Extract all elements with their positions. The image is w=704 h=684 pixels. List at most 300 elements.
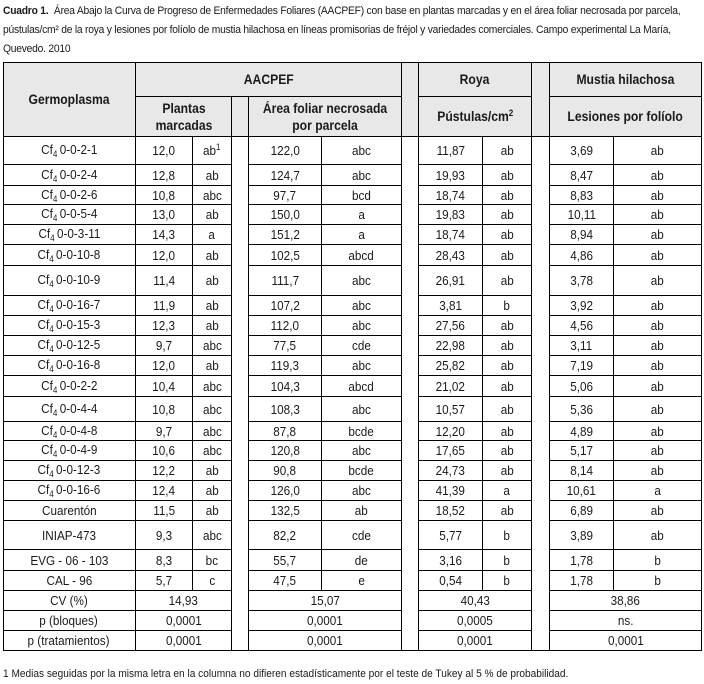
plantas-letter [193, 137, 232, 165]
area-letter-text: bcd [352, 187, 371, 203]
stat-mustia [550, 631, 702, 651]
mustia-letter [614, 521, 702, 550]
germ-code: 0-0-2-4 [59, 166, 98, 182]
mustia-value-text: 10,11 [567, 207, 596, 222]
plantas-letter [193, 501, 232, 521]
area-value [249, 550, 322, 571]
area-letter-text: abc [352, 167, 371, 183]
area-letter-text: e [358, 573, 365, 588]
area-letter [322, 245, 402, 266]
roya-value-text: 18,74 [435, 187, 466, 203]
mustia-value [550, 137, 614, 165]
stat-label [3, 631, 136, 651]
mustia-letter [614, 266, 702, 296]
stat-label [3, 591, 136, 611]
plantas-value [136, 225, 193, 245]
roya-value [419, 481, 483, 501]
area-letter [322, 225, 402, 245]
roya-letter [483, 165, 532, 186]
roya-value-text: 26,91 [435, 273, 466, 288]
stat-mustia [550, 611, 702, 631]
roya-value-text: 3,16 [439, 552, 462, 568]
area-value [249, 481, 322, 501]
plantas-value [136, 186, 193, 205]
germ-subscript: 4 [52, 173, 58, 184]
germ-code: 0-0-12-3 [56, 462, 101, 477]
mustia-value-text: 7,19 [570, 358, 593, 373]
mustia-letter [614, 356, 702, 376]
germ-subscript: 4 [52, 213, 58, 223]
roya-letter [483, 316, 532, 336]
plantas-value-text: 9,7 [155, 423, 173, 439]
stat-area [249, 631, 402, 651]
mustia-letter-text: ab [650, 247, 665, 263]
roya-value [419, 245, 483, 266]
area-value-text: 102,5 [270, 247, 300, 263]
letter: abc [202, 378, 222, 394]
plantas-value [136, 336, 193, 356]
roya-letter [483, 571, 532, 591]
area-value-text: 108,3 [270, 401, 300, 417]
roya-letter-text: ab [500, 167, 514, 183]
area-value-text: 124,7 [270, 167, 300, 183]
footnote-ref: 1 [216, 142, 221, 152]
stat-mustia-text: 0,0001 [607, 633, 644, 648]
plantas-letter [193, 165, 232, 186]
area-letter [322, 266, 402, 296]
roya-letter [483, 336, 532, 356]
area-letter-text: abcd [348, 247, 375, 263]
plantas-value-text: 8,3 [155, 552, 173, 568]
area-value [249, 137, 322, 165]
roya-letter [483, 296, 532, 316]
plantas-letter [193, 571, 232, 591]
area-letter-text: abc [352, 318, 371, 333]
plantas-letter [193, 521, 232, 550]
roya-value [419, 422, 483, 441]
area-letter-text: abc [352, 143, 371, 158]
roya-letter [483, 461, 532, 481]
roya-letter-text: ab [500, 423, 514, 439]
mustia-value-text: 8,94 [570, 227, 593, 242]
mustia-value-text: 5,36 [570, 401, 593, 417]
area-letter-text: a [358, 227, 365, 242]
germ-code: 0-0-2-1 [59, 142, 98, 157]
mustia-value [550, 521, 614, 550]
stat-plantas [136, 591, 232, 611]
letter: ab [203, 143, 217, 158]
germoplasma-cell: EVG - 06 - 103 [3, 550, 136, 571]
area-letter [322, 550, 402, 571]
germ-subscript: 4 [49, 469, 54, 479]
roya-value-text: 5,77 [439, 527, 462, 543]
area-letter [322, 501, 402, 521]
mustia-value-text: 8,47 [570, 167, 593, 183]
mustia-value [550, 356, 614, 376]
letter: abc [202, 187, 222, 203]
header-mustia-text: Mustia hilachosa [576, 71, 675, 87]
mustia-value [550, 316, 614, 336]
mustia-letter [614, 186, 702, 205]
roya-letter-text: ab [500, 401, 514, 417]
mustia-value-text: 5,06 [570, 378, 593, 394]
roya-value [419, 137, 483, 165]
germ-subscript: 4 [52, 149, 58, 159]
roya-letter-text: ab [500, 207, 514, 222]
letter: abc [202, 423, 222, 439]
area-letter-text: abc [352, 273, 371, 288]
germ-code: 0-0-16-6 [56, 482, 101, 497]
mustia-letter [614, 245, 702, 266]
germ-prefix: Cf [40, 166, 53, 182]
mustia-letter-text: ab [650, 503, 665, 518]
roya-value-text: 17,65 [435, 443, 466, 458]
plantas-letter [193, 481, 232, 501]
mustia-value [550, 296, 614, 316]
letter: abc [202, 338, 222, 353]
area-value-text: 47,5 [273, 573, 297, 588]
stat-label-text: p (tratamientos) [28, 633, 110, 648]
roya-letter [483, 550, 532, 571]
roya-letter-text: ab [500, 273, 514, 288]
germ-subscript: 4 [49, 233, 55, 243]
roya-value [419, 550, 483, 571]
plantas-value-text: 14,3 [152, 227, 176, 242]
mustia-letter [614, 165, 702, 186]
roya-value [419, 316, 483, 336]
area-letter-text: ab [354, 503, 369, 518]
area-letter [322, 571, 402, 591]
plantas-value-text: 12,3 [152, 318, 176, 333]
area-value [249, 461, 322, 481]
pustulas-exponent: 2 [508, 108, 514, 118]
mustia-letter-text: ab [650, 227, 665, 242]
plantas-letter [193, 441, 232, 461]
mustia-letter [614, 441, 702, 461]
header-germoplasma [3, 62, 136, 137]
germoplasma-cell [3, 296, 136, 316]
header-lesiones-text: Lesiones por folíolo [567, 109, 684, 124]
plantas-value [136, 521, 193, 550]
area-value-text: 77,5 [273, 338, 297, 353]
header-lesiones [550, 97, 702, 137]
plantas-value-text: 12,8 [152, 167, 176, 183]
area-value [249, 225, 322, 245]
stat-area-text: 0,0001 [307, 613, 343, 628]
mustia-value-text: 8,83 [570, 187, 593, 203]
area-value [249, 316, 322, 336]
results-table [3, 62, 702, 651]
letter: c [209, 573, 215, 588]
germ-code: 0-0-3-11 [56, 226, 100, 241]
area-letter-text: cde [352, 338, 371, 353]
roya-letter [483, 397, 532, 422]
plantas-value-text: 11,4 [153, 273, 175, 288]
germ-prefix: Cf [37, 317, 50, 332]
germ-code: 0-0-12-5 [56, 337, 101, 352]
letter: ab [205, 273, 219, 288]
stat-plantas-text: 0,0001 [165, 633, 202, 648]
stat-plantas-text: 0,0001 [165, 613, 202, 628]
letter: bc [205, 552, 219, 568]
plantas-value [136, 550, 193, 571]
germ-code: 0-0-16-7 [56, 297, 101, 312]
letter: ab [205, 318, 219, 333]
germ-prefix: Cf [37, 246, 50, 262]
letter: ab [205, 358, 219, 373]
mustia-letter-text: ab [650, 167, 665, 183]
mustia-letter-text: ab [650, 423, 665, 439]
germ-prefix: Cf [37, 462, 50, 477]
mustia-value [550, 481, 614, 501]
germoplasma-cell [3, 397, 136, 422]
area-letter [322, 296, 402, 316]
germ-code: 0-0-4-8 [59, 422, 98, 438]
roya-value [419, 186, 483, 205]
mustia-letter-text: ab [650, 527, 665, 543]
mustia-letter [614, 205, 702, 225]
roya-letter [483, 266, 532, 296]
germ-prefix: Cf [37, 272, 50, 287]
area-value-text: 151,2 [270, 227, 300, 242]
area-letter-text: cde [352, 527, 371, 543]
area-value [249, 376, 322, 397]
roya-letter-text: ab [500, 187, 514, 203]
area-letter [322, 422, 402, 441]
area-letter [322, 316, 402, 336]
roya-letter-text: ab [500, 247, 514, 263]
plantas-value [136, 397, 193, 422]
area-value [249, 245, 322, 266]
germ-prefix: Cf [40, 422, 53, 438]
germ-subscript: 4 [52, 384, 58, 395]
germ-prefix: Cf [37, 482, 50, 497]
mustia-letter-text: a [654, 483, 661, 498]
stat-label-text: CV (%) [50, 593, 88, 608]
letter: abc [202, 443, 222, 458]
area-letter [322, 376, 402, 397]
pustulas-label: Pústulas/cm [436, 109, 509, 124]
plantas-value-text: 5,7 [155, 573, 173, 588]
roya-letter [483, 422, 532, 441]
plantas-value [136, 266, 193, 296]
area-value [249, 501, 322, 521]
plantas-letter [193, 356, 232, 376]
mustia-value [550, 186, 614, 205]
area-letter [322, 441, 402, 461]
mustia-letter-text: ab [650, 358, 665, 373]
roya-value-text: 41,39 [435, 483, 466, 498]
mustia-value [550, 245, 614, 266]
roya-letter-text: ab [500, 318, 514, 333]
area-value-text: 112,0 [270, 318, 300, 333]
letter: ab [205, 503, 219, 518]
plantas-letter [193, 225, 232, 245]
letter: ab [205, 483, 219, 498]
mustia-letter [614, 397, 702, 422]
mustia-value [550, 571, 614, 591]
header-pustulas [419, 97, 532, 137]
area-letter [322, 186, 402, 205]
plantas-letter [193, 205, 232, 225]
area-letter [322, 336, 402, 356]
area-letter-text: abc [352, 443, 371, 458]
plantas-letter [193, 376, 232, 397]
germoplasma-cell [3, 225, 136, 245]
roya-letter [483, 205, 532, 225]
column-spacer [232, 137, 249, 651]
area-letter [322, 521, 402, 550]
plantas-value-text: 13,0 [152, 207, 176, 222]
mustia-letter [614, 225, 702, 245]
plantas-value [136, 137, 193, 165]
plantas-value-text: 11,9 [153, 298, 175, 313]
mustia-letter-text: ab [650, 143, 665, 158]
plantas-letter [193, 266, 232, 296]
area-value-text: 90,8 [273, 463, 297, 478]
stat-roya [419, 611, 532, 631]
mustia-value [550, 225, 614, 245]
letter: a [208, 227, 216, 242]
area-value-text: 87,8 [273, 423, 297, 439]
column-spacer [402, 137, 419, 651]
roya-value-text: 19,93 [435, 167, 466, 183]
stat-area [249, 611, 402, 631]
germoplasma-cell [3, 165, 136, 186]
plantas-value [136, 571, 193, 591]
germoplasma-cell [3, 137, 136, 165]
stat-plantas [136, 631, 232, 651]
plantas-value-text: 10,6 [152, 443, 176, 458]
roya-letter-text: b [503, 298, 511, 313]
area-value-text: 150,0 [270, 207, 300, 222]
area-letter-text: abcd [348, 378, 375, 394]
mustia-value-text: 1,78 [570, 573, 593, 588]
plantas-value [136, 316, 193, 336]
roya-letter-text: ab [500, 358, 514, 373]
plantas-value [136, 205, 193, 225]
letter: ab [205, 463, 219, 478]
roya-value-text: 24,73 [435, 463, 466, 478]
area-value-text: 82,2 [273, 527, 297, 543]
mustia-letter [614, 501, 702, 521]
mustia-value [550, 422, 614, 441]
stat-roya [419, 631, 532, 651]
mustia-value [550, 550, 614, 571]
stat-area [249, 591, 402, 611]
roya-value [419, 441, 483, 461]
plantas-letter [193, 316, 232, 336]
mustia-value [550, 336, 614, 356]
area-letter [322, 137, 402, 165]
mustia-value [550, 165, 614, 186]
column-spacer [532, 137, 550, 651]
area-value-text: 107,2 [270, 298, 300, 313]
roya-letter-text: b [503, 573, 511, 588]
plantas-value-text: 12,2 [152, 463, 176, 478]
mustia-value-text: 5,17 [570, 443, 593, 458]
mustia-letter [614, 571, 702, 591]
germ-code: 0-0-2-6 [59, 186, 98, 202]
stat-roya [419, 591, 532, 611]
table-caption [3, 2, 693, 59]
plantas-value [136, 501, 193, 521]
mustia-letter-text: ab [650, 378, 665, 394]
header-plantas-marcadas: Plantas marcadas [136, 97, 232, 137]
header-mustia [550, 62, 702, 97]
mustia-letter-text: ab [650, 298, 665, 313]
roya-value-text: 21,02 [435, 378, 466, 394]
germoplasma-cell [3, 336, 136, 356]
area-value [249, 205, 322, 225]
mustia-letter-text: ab [650, 338, 665, 353]
germ-subscript: 4 [52, 429, 58, 440]
header-aacpef-text: AACPEF [243, 71, 294, 87]
roya-letter-text: ab [500, 338, 514, 353]
germoplasma-cell [3, 316, 136, 336]
area-letter-text: de [354, 552, 369, 568]
roya-letter-text: ab [500, 463, 514, 478]
mustia-letter-text: ab [650, 273, 665, 288]
germ-subscript: 4 [49, 489, 54, 499]
mustia-value [550, 205, 614, 225]
mustia-value-text: 6,89 [570, 503, 593, 518]
stat-plantas-text: 14,93 [168, 593, 199, 608]
mustia-letter-text: ab [650, 443, 665, 458]
letter: ab [205, 298, 219, 313]
plantas-value [136, 461, 193, 481]
roya-letter [483, 521, 532, 550]
stat-label [3, 611, 136, 631]
mustia-letter-text: ab [650, 207, 665, 222]
germ-code: 0-0-5-4 [59, 206, 98, 221]
germ-code: 0-0-10-8 [56, 246, 101, 262]
germ-subscript: 4 [49, 304, 54, 314]
mustia-letter [614, 481, 702, 501]
roya-letter-text: a [503, 483, 511, 498]
roya-value [419, 296, 483, 316]
roya-value-text: 18,74 [435, 227, 466, 242]
area-letter [322, 165, 402, 186]
roya-letter-text: b [503, 527, 511, 543]
plantas-letter [193, 422, 232, 441]
mustia-value-text: 1,78 [570, 552, 593, 568]
roya-value-text: 22,98 [435, 338, 466, 353]
roya-letter [483, 137, 532, 165]
plantas-value-text: 10,8 [152, 401, 176, 417]
header-germoplasma-text: Germoplasma [28, 91, 110, 107]
mustia-letter-text: b [654, 573, 661, 588]
roya-letter-text: ab [500, 143, 514, 158]
header-roya-text: Roya [460, 71, 490, 87]
roya-value-text: 12,20 [435, 423, 466, 439]
roya-letter [483, 501, 532, 521]
germ-subscript: 4 [49, 364, 54, 374]
area-letter [322, 356, 402, 376]
stat-roya-text: 0,0005 [457, 613, 493, 628]
germ-subscript: 4 [52, 407, 58, 418]
mustia-letter-text: ab [650, 463, 665, 478]
mustia-letter [614, 550, 702, 571]
germ-subscript: 4 [49, 279, 54, 289]
letter: ab [205, 167, 219, 183]
plantas-letter [193, 397, 232, 422]
area-value-text: 119,3 [270, 358, 300, 373]
roya-letter [483, 481, 532, 501]
roya-value-text: 19,83 [435, 207, 466, 222]
mustia-value-text: 10,61 [566, 483, 597, 498]
mustia-letter-text: ab [650, 401, 665, 417]
